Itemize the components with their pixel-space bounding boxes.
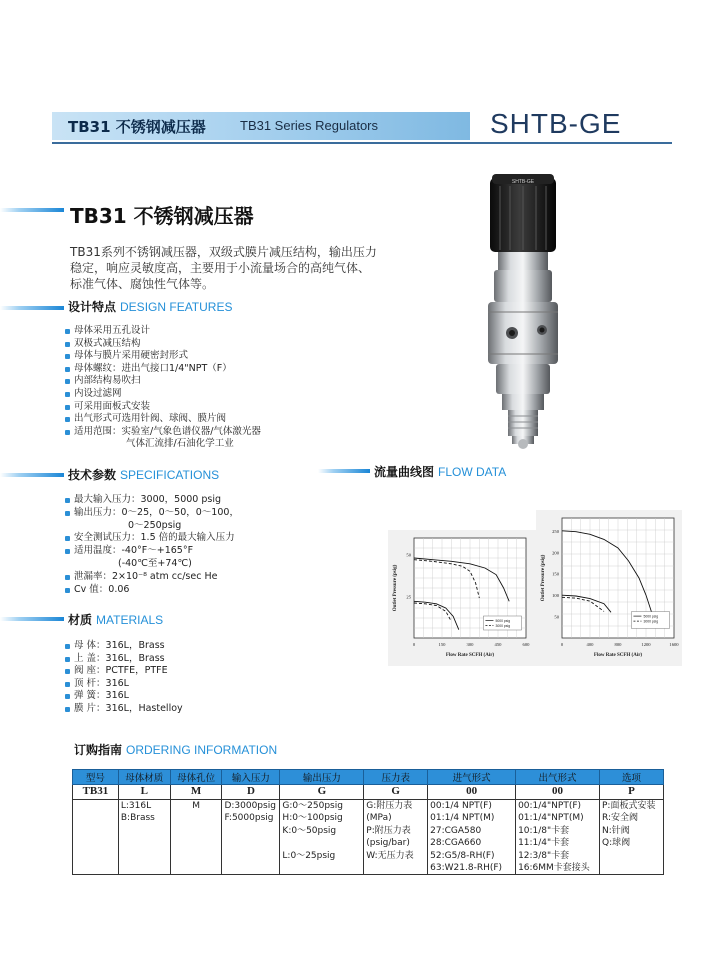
list-item (64, 584, 239, 597)
option-text: M (192, 801, 200, 811)
list-item-text: 母 体：316L，Brass (74, 640, 165, 651)
option-text: 01:1/4 NPT(M) (430, 813, 495, 824)
ordering-table (72, 769, 664, 875)
option-text: 00:1/4"NPT(F) (518, 801, 582, 811)
list-item (64, 388, 261, 401)
y-tick-label: 50 (554, 614, 559, 620)
options-cell (280, 800, 364, 875)
specs-heading-en: SPECIFICATIONS (120, 468, 220, 482)
legend-label: 5000 psig (495, 619, 511, 623)
bullet-icon (65, 392, 70, 397)
header-title-en: TB31 Series Regulators (240, 118, 379, 133)
x-tick-label: 150 (438, 642, 446, 647)
column-header: 母体材质 (118, 770, 170, 785)
list-item-continuation (64, 520, 239, 533)
code-cell: M (170, 785, 222, 800)
features-heading (68, 298, 232, 315)
list-item (64, 690, 183, 703)
list-item-text: 安全测试压力：1.5 倍的最大输入压力 (74, 532, 235, 544)
y-tick-label: 150 (552, 571, 559, 577)
x-tick-label: 450 (494, 642, 502, 647)
option-text: 16:6MM卡套接头 (518, 863, 590, 874)
x-tick-label: 400 (586, 642, 594, 647)
list-item-text: 气体汇流排/石油化学工业 (126, 438, 234, 450)
list-item-text: 泄漏率：2×10⁻⁸ atm cc/sec He (74, 570, 218, 582)
bullet-icon (65, 682, 70, 687)
y-tick-label: 50 (406, 552, 411, 558)
option-text: (MPa) (366, 813, 392, 824)
list-item (64, 653, 183, 666)
x-tick-label: 1600 (669, 642, 679, 647)
y-axis-label: Outlet Pressure (psig) (393, 564, 398, 612)
options-cell (170, 800, 222, 875)
options-cell (600, 800, 664, 875)
list-item (64, 678, 183, 691)
specs-heading-cn: 技术参数 (68, 468, 117, 482)
ordering-heading-en: ORDERING INFORMATION (126, 743, 278, 757)
bullet-icon (65, 588, 70, 593)
option-text: H:0～100psig (282, 813, 343, 824)
flow-chart-1 (378, 500, 540, 670)
y-tick-label: 200 (552, 550, 559, 556)
features-accent-bar (0, 306, 64, 310)
options-cell (364, 800, 428, 875)
features-heading-cn: 设计特点 (68, 300, 117, 314)
ordering-options-row (73, 800, 664, 875)
ordering-heading (74, 741, 277, 758)
regulator-photo (478, 172, 568, 454)
code-cell: TB31 (73, 785, 119, 800)
bullet-icon (65, 575, 70, 580)
bullet-icon (65, 694, 70, 699)
ordering-header-row (73, 770, 664, 785)
flow-heading-cn: 流量曲线图 (374, 465, 435, 479)
bullet-icon (65, 536, 70, 541)
product-title: TB31 不锈钢减压器 (70, 204, 254, 228)
features-list (64, 325, 261, 451)
option-text: K:0～50psig (282, 825, 337, 836)
bullet-icon (65, 549, 70, 554)
list-item-text: 输出压力：0～25，0～50，0～100， (74, 506, 239, 518)
product-intro: TB31系列不锈钢减压器，双级式膜片减压结构，输出压力稳定，响应灵敏度高，主要用于小流量场合的高纯气体、标准气体、腐蚀性气体等。 (70, 245, 377, 291)
list-item (64, 375, 261, 388)
option-text: P:附压力表 (366, 825, 411, 836)
option-text: Q:球阀 (602, 838, 631, 849)
list-item-text: 双极式减压结构 (74, 337, 141, 349)
code-cell: G (280, 785, 364, 800)
column-header: 出气形式 (516, 770, 600, 785)
y-tick-label: 100 (552, 593, 559, 599)
features-heading-en: DESIGN FEATURES (120, 300, 233, 314)
option-text: (psig/bar) (366, 838, 410, 849)
bullet-icon (65, 498, 70, 503)
list-item-text: 阀 座：PCTFE，PTFE (74, 665, 168, 677)
regulator-illustration (478, 172, 568, 454)
bullet-icon (65, 511, 70, 516)
column-header: 母体孔位 (170, 770, 222, 785)
x-tick-label: 600 (522, 642, 530, 647)
code-cell: 00 (516, 785, 600, 800)
code-cell: G (364, 785, 428, 800)
option-text: F:5000psig (224, 813, 274, 824)
list-item-text: 弹 簧：316L (74, 690, 129, 702)
x-tick-label: 1200 (641, 642, 651, 647)
y-axis-label: Outlet Pressure (psig) (541, 554, 546, 602)
bullet-icon (65, 669, 70, 674)
flow-heading (374, 463, 506, 480)
x-tick-label: 300 (466, 642, 474, 647)
list-item (64, 507, 239, 520)
option-text: 63:W21.8-RH(F) (430, 863, 503, 874)
y-tick-label: 25 (406, 594, 411, 600)
flow-chart-2 (532, 500, 682, 670)
list-item (64, 494, 239, 507)
legend-label: 3000 psig (643, 619, 659, 624)
flow-heading-en: FLOW DATA (438, 465, 507, 479)
ordering-heading-cn: 订购指南 (74, 743, 123, 757)
list-item (64, 413, 261, 426)
list-item-text: 母体与膜片采用硬密封形式 (74, 350, 189, 362)
list-item (64, 532, 239, 545)
bullet-icon (65, 657, 70, 662)
list-item (64, 401, 261, 414)
option-text: L:316L (120, 801, 152, 811)
list-item-text: 上 盖：316L，Brass (74, 652, 165, 664)
option-text: G:附压力表 (366, 801, 413, 811)
list-item-text: Cv 值：0.06 (74, 583, 130, 595)
bullet-icon (65, 707, 70, 712)
column-header: 输入压力 (222, 770, 280, 785)
option-text: P:面板式安装 (602, 801, 656, 811)
list-item-text: 膜 片：316L，Hastelloy (74, 702, 183, 714)
list-item-text: 母体螺纹：进出气接口1/4"NPT（F） (74, 362, 232, 374)
header-title-cn: TB31 不锈钢减压器 (68, 118, 206, 136)
bullet-icon (65, 367, 70, 372)
bullet-icon (65, 644, 70, 649)
x-tick-label: 800 (614, 642, 622, 647)
option-text (282, 837, 361, 849)
column-header: 压力表 (364, 770, 428, 785)
list-item-text: 内部结构易吹扫 (74, 375, 141, 387)
option-text: W:无压力表 (366, 850, 414, 861)
option-text: 52:G5/8-RH(F) (430, 850, 495, 861)
option-text: L:0～25psig (282, 850, 336, 861)
specs-accent-bar (0, 473, 64, 477)
option-text: D:3000psig (224, 801, 276, 811)
y-tick-label: 250 (552, 528, 559, 534)
list-item (64, 703, 183, 716)
option-text: 01:1/4"NPT(M) (518, 813, 584, 824)
brand-name: SHTB-GE (490, 108, 622, 139)
list-item (64, 665, 183, 678)
x-axis-label: Flow Rate SCFH (Air) (593, 653, 643, 658)
header-divider (52, 142, 672, 144)
title-accent-bar (0, 208, 64, 212)
list-item-continuation (64, 558, 239, 571)
list-item (64, 350, 261, 363)
specs-heading (68, 466, 219, 483)
list-item (64, 426, 261, 439)
materials-heading-en: MATERIALS (96, 613, 164, 627)
option-text: 00:1/4 NPT(F) (430, 801, 492, 811)
ordering-code-row (73, 785, 664, 800)
x-tick-label: 0 (560, 642, 564, 647)
option-text: 27:CGA580 (430, 825, 482, 836)
list-item (64, 571, 239, 584)
list-item-text: 可采用面板式安装 (74, 400, 151, 412)
bullet-icon (65, 354, 70, 359)
option-text: N:针阀 (602, 825, 630, 836)
materials-heading (68, 611, 163, 628)
legend-label: 5000 psig (643, 614, 659, 619)
list-item (64, 545, 239, 558)
bullet-icon (65, 342, 70, 347)
page-header (52, 108, 672, 144)
list-item-text: 母体采用五孔设计 (74, 325, 151, 336)
option-text: 10:1/8"卡套 (518, 825, 570, 836)
bullet-icon (65, 405, 70, 410)
legend-label: 3000 psig (495, 624, 511, 628)
list-item (64, 325, 261, 338)
bullet-icon (65, 430, 70, 435)
options-cell (428, 800, 516, 875)
materials-heading-cn: 材质 (68, 613, 93, 627)
list-item-text: 内设过滤网 (74, 387, 122, 399)
x-axis-label: Flow Rate SCFH (Air) (445, 653, 495, 658)
option-text: 11:1/4"卡套 (518, 838, 570, 849)
list-item-text: 适用温度：-40°F～+165°F (74, 545, 194, 557)
option-text: 28:CGA660 (430, 838, 482, 849)
bullet-icon (65, 417, 70, 422)
flow-accent-bar (318, 469, 370, 473)
list-item-continuation (64, 438, 261, 451)
option-text: R:安全阀 (602, 813, 639, 824)
code-cell: L (118, 785, 170, 800)
list-item-text: 适用范围：实验室/气象色谱仪器/气体激光器 (74, 425, 261, 437)
x-tick-label: 0 (412, 642, 416, 647)
code-cell: P (600, 785, 664, 800)
list-item (64, 640, 183, 653)
list-item-text: (-40℃至+74℃) (118, 557, 192, 569)
options-cell (118, 800, 170, 875)
bullet-icon (65, 379, 70, 384)
option-text: B:Brass (120, 813, 155, 824)
options-cell (516, 800, 600, 875)
specs-list (64, 494, 239, 596)
bullet-icon (65, 329, 70, 334)
column-header: 型号 (73, 770, 119, 785)
list-item (64, 363, 261, 376)
list-item-text: 0～250psig (128, 519, 182, 531)
option-text: G:0～250psig (282, 801, 343, 811)
list-item (64, 338, 261, 351)
list-item-text: 出气形式可选用针阀、球阀、膜片阀 (74, 413, 227, 425)
list-item-text: 顶 杆：316L (74, 677, 129, 689)
list-item-text: 最大输入压力：3000，5000 psig (74, 494, 222, 505)
column-header: 选项 (600, 770, 664, 785)
code-cell: 00 (428, 785, 516, 800)
options-cell (222, 800, 280, 875)
materials-list (64, 640, 183, 716)
column-header: 进气形式 (428, 770, 516, 785)
code-cell: D (222, 785, 280, 800)
materials-accent-bar (0, 617, 64, 621)
option-text: 12:3/8"卡套 (518, 850, 570, 861)
column-header: 输出压力 (280, 770, 364, 785)
regulator-brand-label: SHTB-GE (511, 179, 535, 185)
options-cell (73, 800, 119, 875)
